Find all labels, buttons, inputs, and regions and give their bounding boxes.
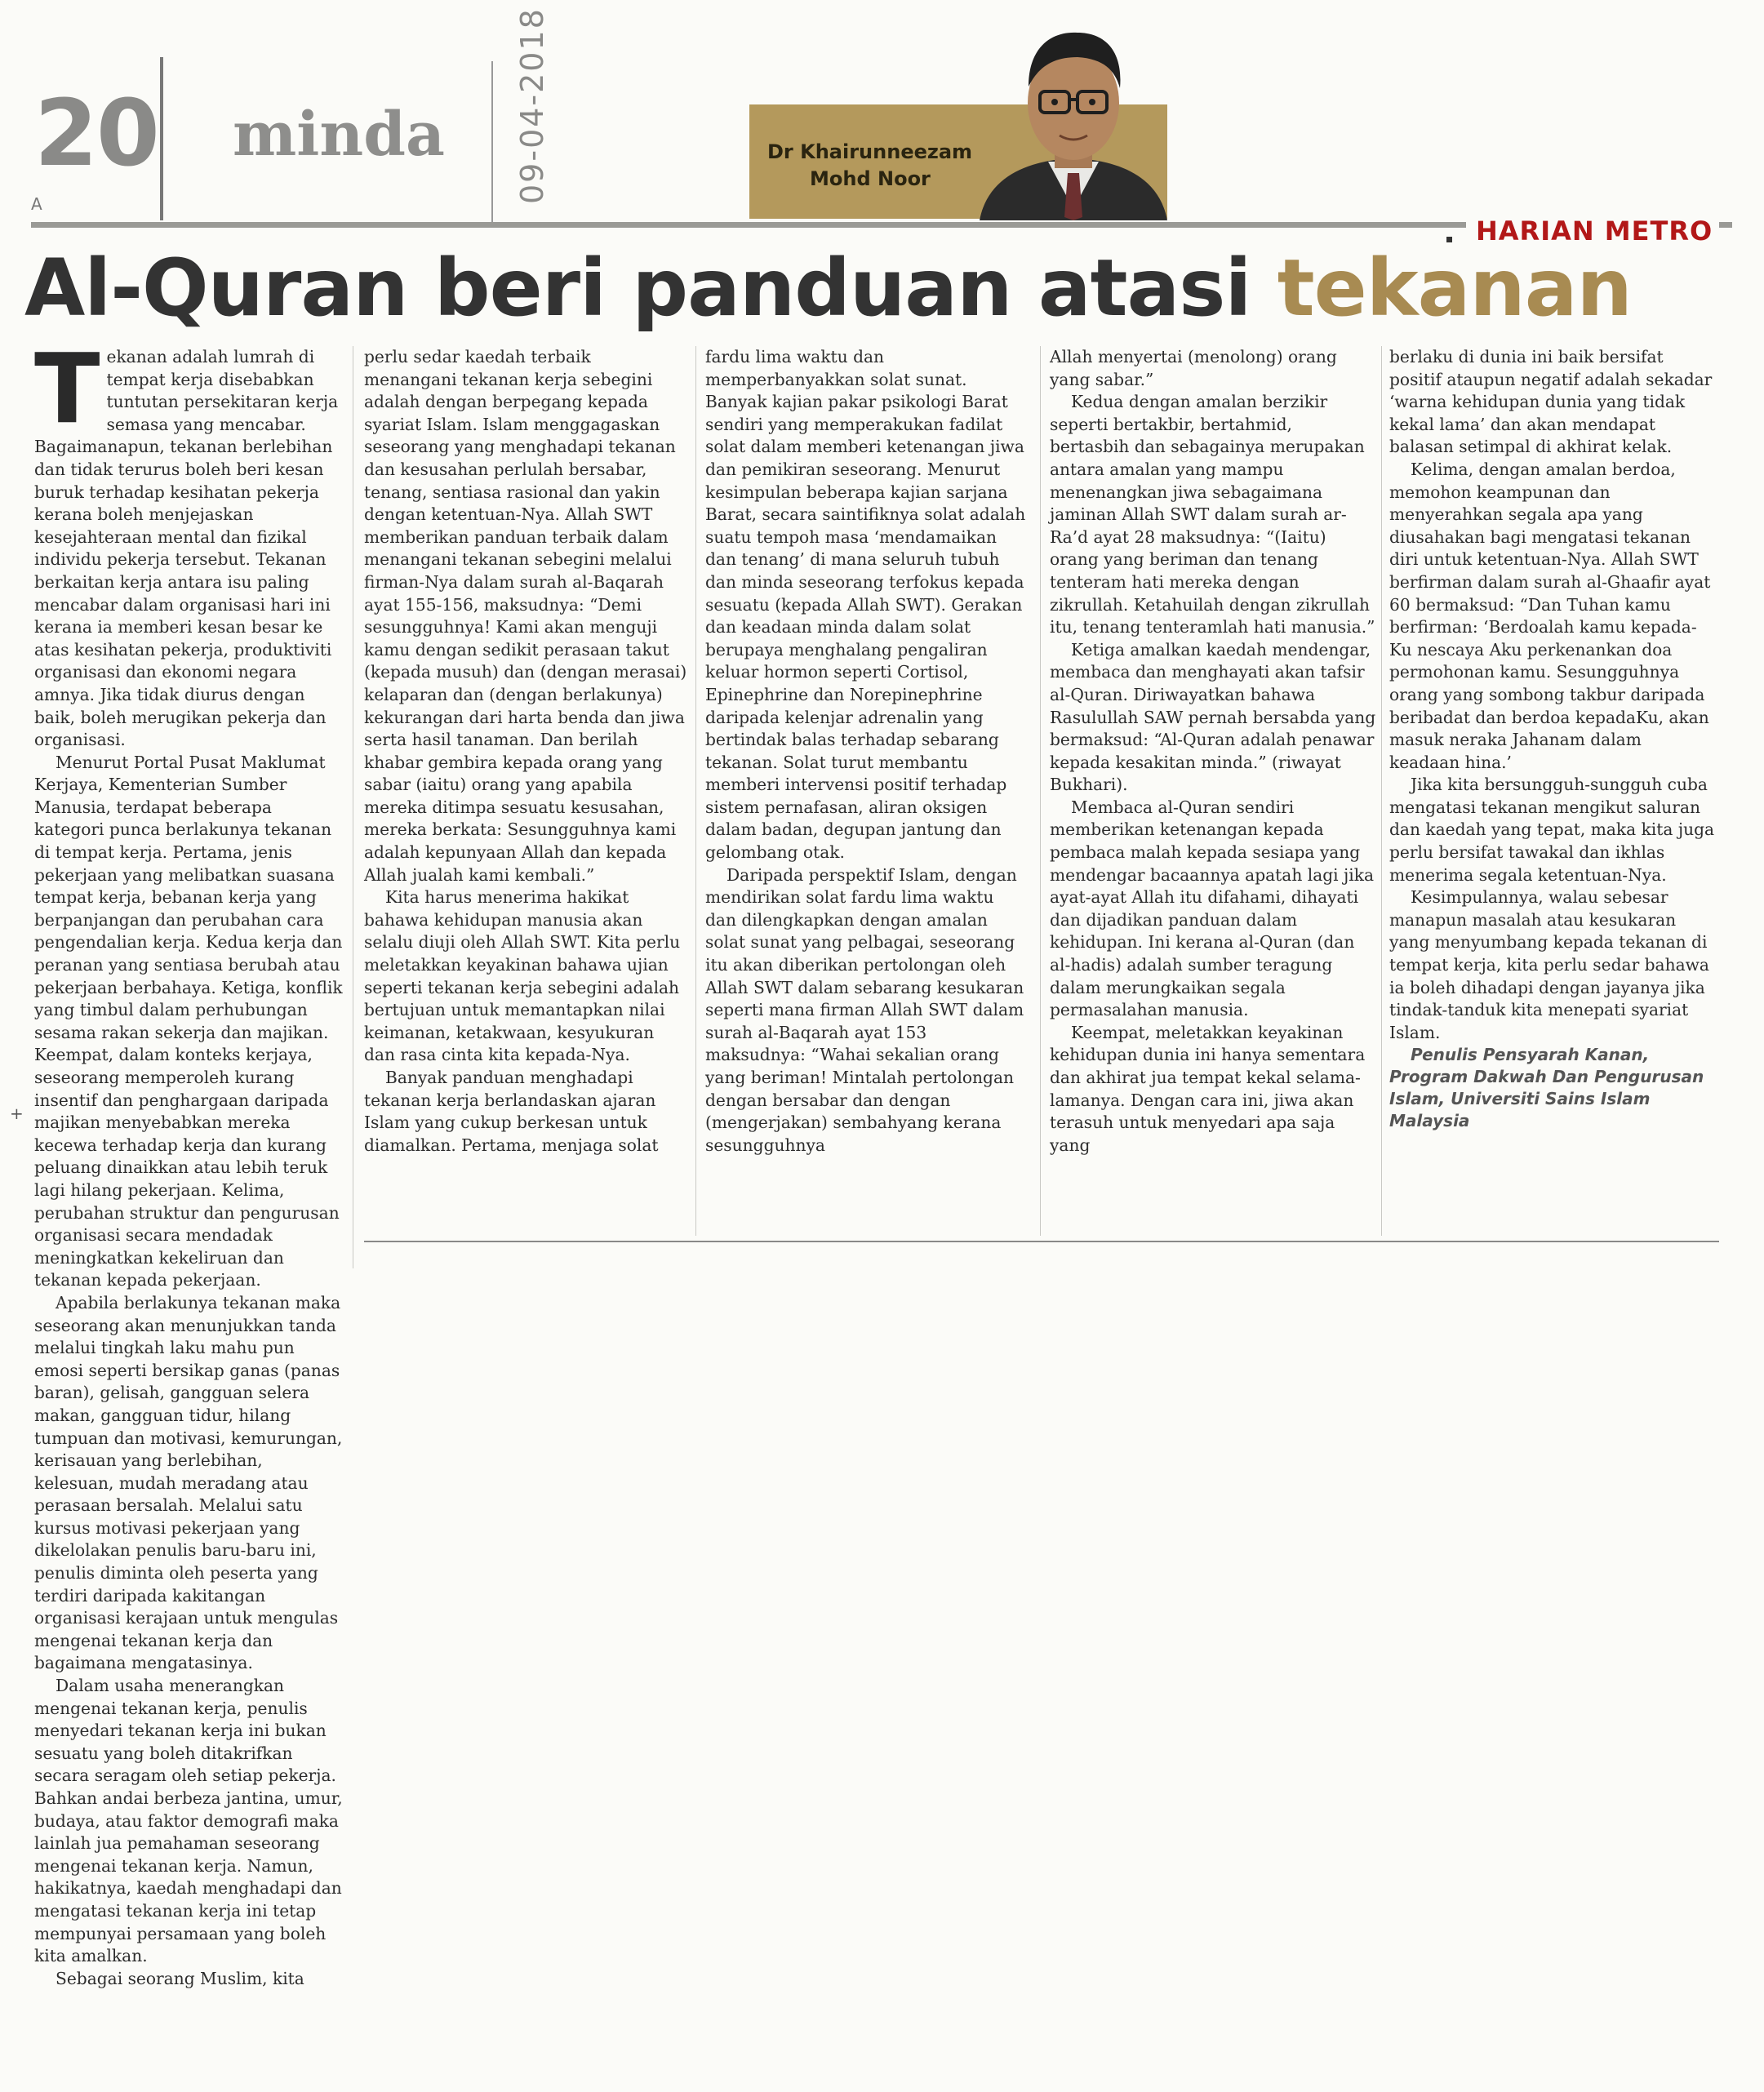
- author-photo: [963, 13, 1184, 220]
- article-paragraph: Banyak panduan menghadapi tekanan kerja berlandaskan ajaran Islam yang cukup berkesan untuk diamalkan. Pertama, menjaga solat: [364, 1068, 659, 1155]
- article-paragraph: Tekanan adalah lumrah di tempat kerja disebabkan tuntutan persekitaran kerja semasa yang mencabar. Bagaimanapun, tekanan berlebihan dan tidak terurus boleh beri kesan buruk terhadap kesihatan pekerja kerana boleh menjejaskan kesejahteraan mental dan fizikal individu pekerja tersebut. Tekanan berkaitan kerja antara isu paling mencabar dalam organisasi hari ini kerana ia memberi kesan besar ke atas kesihatan pekerja, produktiviti organisasi dan ekonomi negara amnya. Jika tidak diurus dengan baik, boleh merugikan pekerja dan organisasi.: [34, 332, 339, 750]
- drop-cap: T: [34, 332, 100, 445]
- column-divider: [1040, 346, 1041, 1236]
- article-paragraph: Ketiga amalkan kaedah mendengar, membaca dan menghayati akan tafsir al-Quran. Diriwayatkan bahawa Rasulullah SAW pernah bersabda yang bermaksud: “Al-Quran adalah penawar kepada kesakitan minda.” (riwayat Bukhari).: [1050, 639, 1376, 795]
- article-paragraph: Apabila berlakunya tekanan maka seseorang akan menunjukkan tanda melalui tingkah laku mahu pun emosi seperti bersikap ganas (panas baran), gelisah, gangguan selera makan, gangguan tidur, hilang tumpuan dan motivasi, kemurungan, kerisauan yang berlebihan, kelesuan, mudah meradang atau perasaan bersalah. Melalui satu kursus motivasi pekerjaan yang dikelolakan penulis baru-baru ini, penulis diminta oleh peserta yang terdiri daripada kakitangan organisasi kerajaan untuk mengulas mengenai tekanan kerja dan bagaimana mengatasinya.: [34, 1292, 343, 1673]
- article-paragraph: Jika kita bersungguh-sungguh cuba mengatasi tekanan mengikut saluran dan kaedah yang tepat, maka kita juga perlu bersifat tawakal dan ikhlas menerima segala ketentuan-Nya.: [1389, 775, 1715, 885]
- author-name-line: Mohd Noor: [810, 167, 931, 190]
- author-name: [767, 139, 972, 193]
- page-number: 20: [34, 81, 158, 187]
- article-paragraph: Menurut Portal Pusat Maklumat Kerjaya, Kementerian Sumber Manusia, terdapat beberapa kategori punca berlakunya tekanan di tempat kerja. Pertama, jenis pekerjaan yang melibatkan suasana tempat kerja, bebanan kerja yang berpanjangan dan perubahan cara pengendalian kerja. Kedua kerja dan peranan yang sentiasa berubah atau pekerjaan berbahaya. Ketiga, konflik yang timbul dalam perhubungan sesama rakan sekerja dan majikan. Keempat, dalam konteks kerjaya, seseorang memperoleh kurang insentif dan penghargaan daripada majikan menyebabkan mereka kecewa terhadap kerja dan kurang peluang dinaikkan atau lebih teruk lagi hilang pekerjaan. Kelima, perubahan struktur dan pengurusan organisasi secara mendadak meningkatkan kekeliruan dan tekanan kepada pekerjaan.: [34, 752, 343, 1290]
- article-end-rule: [364, 1241, 1719, 1242]
- article-paragraph: Membaca al-Quran sendiri memberikan ketenangan kepada pembaca malah kepada sesiapa yang mendengar bacaannya apatah lagi jika ayat-ayat Allah itu difahami, dihayati dan dijadikan panduan dalam kehidupan. Ini kerana al-Quran (dan al-hadis) adalah sumber teragung dalam merungkaikan segala permasalahan manusia.: [1050, 797, 1375, 1020]
- header-divider: [491, 61, 493, 224]
- article-paragraph: berlaku di dunia ini baik bersifat positif ataupun negatif adalah sekadar ‘warna kehidupan dunia yang tidak kekal lama’ dan akan mendapat balasan setimpal di akhirat kelak.: [1389, 347, 1713, 457]
- headline-main: Al-Quran beri panduan atasi: [24, 242, 1251, 334]
- article-column-2: [364, 346, 687, 1157]
- article-paragraph: Kelima, dengan amalan berdoa, memohon keampunan dan menyerahkan segala apa yang diusahakan bagi mengatasi tekanan diri untuk ketentuan-Nya. Allah SWT berfirman dalam surah al-Ghaafir ayat 60 bermaksud: “Dan Tuhan kamu berfirman: ‘Berdoalah kamu kepada-Ku nescaya Aku perkenankan doa permohonan kamu. Sesungguhnya orang yang sombong takbur daripada beribadat dan berdoa kepadaKu, akan masuk neraka Jahanam dalam keadaan hina.’: [1389, 459, 1711, 772]
- article-column-3: [705, 346, 1029, 1157]
- author-name-line: Dr Khairunneezam: [767, 140, 973, 163]
- brand-logo: HARIAN METRO: [1466, 214, 1719, 248]
- author-byline: Penulis Pensyarah Kanan, Program Dakwah Dan Pengurusan Islam, Universiti Sains Islam Malaysia: [1389, 1045, 1704, 1131]
- article-paragraph: Allah menyertai (menolong) orang yang sabar.”: [1050, 347, 1337, 389]
- article-column-1: [34, 332, 343, 1990]
- column-divider: [1381, 346, 1382, 1236]
- article-column-5: [1389, 346, 1716, 1132]
- article-paragraph: Kita harus menerima hakikat bahawa kehidupan manusia akan selalu diuji oleh Allah SWT. Kita perlu meletakkan keyakinan bahawa ujian seperti tekanan kerja sebegini adalah bertujuan untuk memantapkan nilai keimanan, ketakwaan, kesyukuran dan rasa cinta kita kepada-Nya.: [364, 887, 681, 1065]
- article-paragraph: Daripada perspektif Islam, dengan mendirikan solat fardu lima waktu dan dilengkapkan dengan amalan solat sunat yang pelbagai, seseorang itu akan diberikan pertolongan oleh Allah SWT dalam sebarang kesukaran seperti mana firman Allah SWT dalam surah al-Baqarah ayat 153 maksudnya: “Wahai sekalian orang yang beriman! Mintalah pertolongan dengan bersabar dan dengan (mengerjakan) sembahyang kerana sesungguhnya: [705, 864, 1024, 1155]
- section-title: minda: [233, 100, 445, 170]
- article-paragraph: Kesimpulannya, walau sebesar manapun masalah atau kesukaran yang menyumbang kepada tekanan di tempat kerja, kita perlu sedar bahawa ia boleh dihadapi dengan jayanya jika tindak-tanduk kita menepati syariat Islam.: [1389, 887, 1709, 1042]
- article-paragraph: Kedua dengan amalan berzikir seperti bertakbir, bertahmid, bertasbih dan sebagainya merupakan antara amalan yang mampu menenangkan jiwa sebagaimana jaminan Allah SWT dalam surah ar-Ra’d ayat 28 maksudnya: “(Iaitu) orang yang beriman dan tenang tenteram hati mereka dengan zikrullah. Ketahuilah dengan zikrullah itu, tenang tenteramlah hati manusia.”: [1050, 392, 1375, 637]
- headline-accent: tekanan: [1277, 242, 1632, 334]
- edition-letter: A: [31, 194, 42, 214]
- article-paragraph: perlu sedar kaedah terbaik menangani tekanan kerja sebegini adalah dengan berpegang kepada syariat Islam. Islam menggagaskan seseorang yang menghadapi tekanan dan kesusahan perlulah bersabar, tenang, sentiasa rasional dan yakin dengan ketentuan-Nya. Allah SWT memberikan panduan terbaik dalam menangani tekanan sebegini melalui firman-Nya dalam surah al-Baqarah ayat 155-156, maksudnya: “Demi sesungguhnya! Kami akan menguji kamu dengan sedikit perasaan takut (kepada musuh) dan (dengan merasai) kelaparan dan (dengan berlakunya) kekurangan dari harta benda dan jiwa serta hasil tanaman. Dan berilah khabar gembira kepada orang yang sabar (iaitu) orang yang apabila mereka ditimpa sesuatu kesusahan, mereka berkata: Sesungguhnya kami adalah kepunyaan Allah dan kepada Allah jualah kami kembali.”: [364, 347, 687, 885]
- article-paragraph: Dalam usaha menerangkan mengenai tekanan kerja, penulis menyedari tekanan kerja ini bukan sesuatu yang boleh ditakrifkan secara seragam oleh setiap pekerja. Bahkan andai berbeza jantina, umur, budaya, atau faktor demografi maka lainlah jua pemahaman seseorang mengenai tekanan kerja. Namun, hakikatnya, kaedah menghadapi dan mengatasi tekanan kerja ini tetap mempunyai persamaan yang boleh kita amalkan.: [34, 1676, 343, 1966]
- article-column-4: [1050, 346, 1376, 1157]
- publication-date: 09-04-2018: [514, 7, 550, 204]
- article-paragraph: fardu lima waktu dan memperbanyakkan solat sunat. Banyak kajian pakar psikologi Barat sendiri yang memperakukan fadilat solat dalam memberi ketenangan jiwa dan pemikiran seseorang. Menurut kesimpulan beberapa kajian sarjana Barat, secara saintifiknya solat adalah suatu tempoh masa ‘mendamaikan dan tenang’ di mana seluruh tubuh dan minda seseorang terfokus kepada sesuatu (kepada Allah SWT). Gerakan dan keadaan minda dalam solat berupaya menghalang pengaliran keluar hormon seperti Cortisol, Epinephrine dan Norepinephrine daripada kelenjar adrenalin yang bertindak balas terhadap sebarang tekanan. Solat turut membantu memberi intervensi positif terhadap sistem pernafasan, aliran oksigen dalam badan, degupan jantung dan gelombang otak.: [705, 347, 1026, 863]
- brand-dot: [1446, 237, 1452, 242]
- article-paragraph: Keempat, meletakkan keyakinan kehidupan dunia ini hanya sementara dan akhirat jua tempat kekal selama-lamanya. Dengan cara ini, jiwa akan terasuh untuk menyedari apa saja yang: [1050, 1022, 1366, 1155]
- column-divider: [695, 346, 696, 1236]
- header-divider: [160, 57, 163, 220]
- crop-mark: +: [10, 1104, 24, 1123]
- article-paragraph: Sebagai seorang Muslim, kita: [56, 1968, 304, 1988]
- headline: [24, 242, 1632, 334]
